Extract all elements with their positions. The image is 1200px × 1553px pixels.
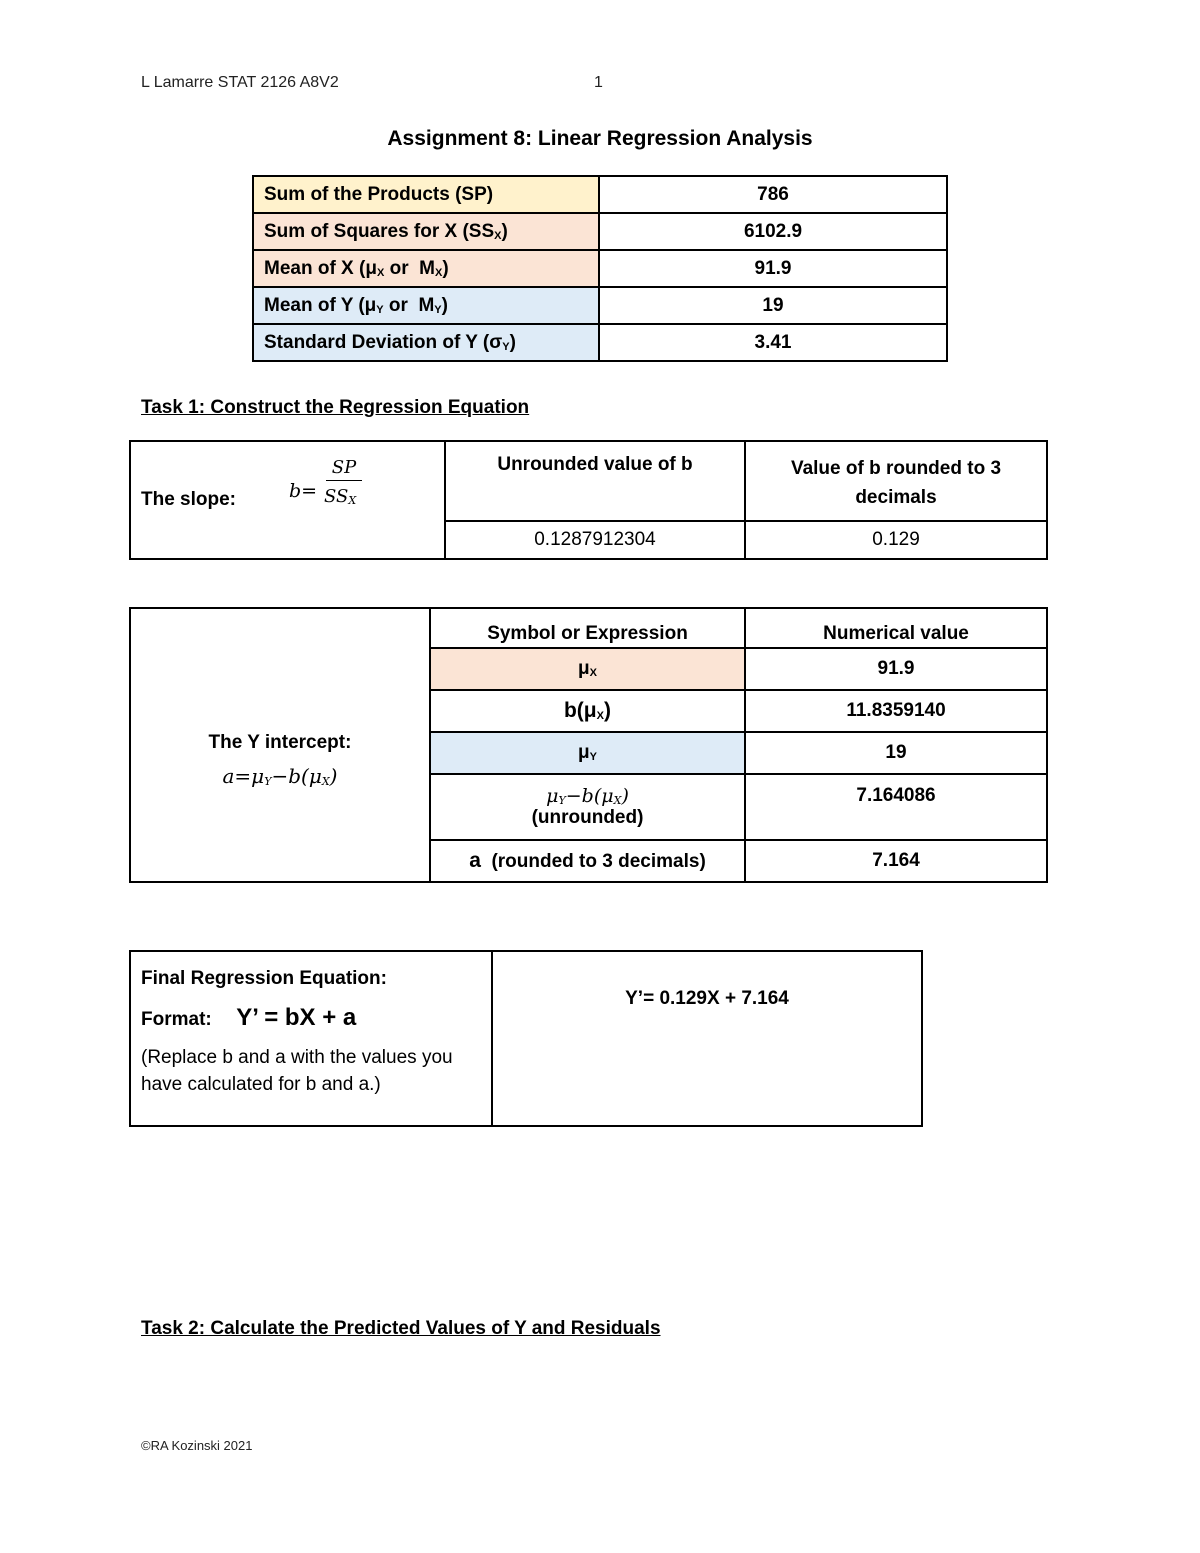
slope-formula-denominator xyxy=(324,486,356,507)
summary-value: 6102.9 xyxy=(599,213,947,250)
summary-value: 91.9 xyxy=(599,250,947,287)
intercept-formula: $a=\mu_Y-b(\mu_X)$ xyxy=(222,764,338,788)
symbol-sub: X xyxy=(589,667,597,679)
denominator-text: SS xyxy=(324,486,349,507)
final-heading: Final Regression Equation: xyxy=(141,968,387,989)
table-row xyxy=(130,441,1047,521)
col-header-rounded: Value of b rounded to 3 decimals xyxy=(745,441,1047,521)
col-header-numerical: Numerical value xyxy=(745,608,1047,648)
symbol-sub: Y xyxy=(589,751,597,763)
label-text: ) xyxy=(442,257,449,279)
label-text: Sum of the Products (SP) xyxy=(264,183,494,205)
symbol-sub: Y xyxy=(558,794,566,807)
symbol-sub: X xyxy=(613,794,622,807)
table-row xyxy=(253,213,947,250)
summary-value: 786 xyxy=(599,176,947,213)
label-text: or M xyxy=(384,257,435,279)
label-sub: Y xyxy=(434,303,442,316)
col-header-symbol: Symbol or Expression xyxy=(430,608,745,648)
unrounded-note: (unrounded) xyxy=(531,807,644,828)
label-text: Standard Deviation of Y (σ xyxy=(264,331,503,353)
intercept-label: The Y intercept: xyxy=(208,732,352,753)
format-label: Format: xyxy=(141,1009,212,1030)
table-row xyxy=(130,608,1047,648)
summary-table xyxy=(252,175,948,362)
summary-label xyxy=(253,287,599,324)
intercept-table xyxy=(129,607,1048,883)
summary-label xyxy=(253,324,599,361)
symbol-text: a xyxy=(469,849,481,872)
label-sub: Y xyxy=(502,340,510,353)
unrounded-b-value: 0.1287912304 xyxy=(445,521,745,559)
summary-label xyxy=(253,250,599,287)
symbol-text: ) xyxy=(604,699,611,722)
symbol-text: b(μ xyxy=(563,699,597,722)
value-mu-x: 91.9 xyxy=(745,648,1047,690)
symbol-mu-y xyxy=(430,732,745,774)
label-text: Sum of Squares for X (SS xyxy=(264,220,495,242)
label-sub: X xyxy=(376,266,385,279)
summary-value: 19 xyxy=(599,287,947,324)
symbol-a-unrounded xyxy=(430,774,745,840)
symbol-sub: X xyxy=(596,710,604,722)
rounded-b-value: 0.129 xyxy=(745,521,1047,559)
value-a-unrounded: 7.164086 xyxy=(745,774,1047,840)
format-equation: Y’ = bX + a xyxy=(236,1004,357,1031)
task1-heading: Task 1: Construct the Regression Equation xyxy=(141,397,530,418)
slope-table xyxy=(129,440,1048,560)
final-answer: Y’= 0.129X + 7.164 xyxy=(492,951,922,1126)
table-row xyxy=(130,951,922,1126)
label-sub: Y xyxy=(376,303,384,316)
symbol-mu-x xyxy=(430,648,745,690)
label-text: ) xyxy=(509,331,516,353)
slope-formula-lhs: b= xyxy=(289,480,318,502)
page-title: Assignment 8: Linear Regression Analysis xyxy=(387,127,813,150)
table-row xyxy=(253,287,947,324)
label-sub: X xyxy=(494,229,502,242)
symbol-text: ) xyxy=(621,785,629,807)
table-row xyxy=(253,324,947,361)
label-text: Mean of Y (μ xyxy=(264,294,377,316)
page-number: 1 xyxy=(594,74,603,91)
value-mu-y: 19 xyxy=(745,732,1047,774)
table-row xyxy=(253,250,947,287)
slope-label: The slope: xyxy=(141,489,237,510)
summary-label xyxy=(253,176,599,213)
label-text: or M xyxy=(383,294,435,316)
label-text: Mean of X (μ xyxy=(264,257,377,279)
formula-text: a=μ xyxy=(222,764,265,788)
label-text: ) xyxy=(441,294,448,316)
symbol-text: μ xyxy=(578,658,590,679)
slope-formula-numerator: SP xyxy=(326,456,362,481)
final-instruction: (Replace b and a with the values you have calculated for b and a.) xyxy=(141,1047,453,1095)
col-header-unrounded: Unrounded value of b xyxy=(445,441,745,521)
format-row xyxy=(141,1004,491,1032)
label-text: ) xyxy=(501,220,508,242)
final-left-cell xyxy=(130,951,492,1126)
expression-text xyxy=(431,785,744,807)
slope-cell xyxy=(130,441,445,559)
symbol-text: −b(μ xyxy=(565,785,614,807)
summary-value: 3.41 xyxy=(599,324,947,361)
table-row xyxy=(253,176,947,213)
label-sub: X xyxy=(434,266,443,279)
task2-heading: Task 2: Calculate the Predicted Values of Y and Residuals xyxy=(141,1318,661,1339)
symbol-text: μ xyxy=(546,785,559,807)
denominator-sub: X xyxy=(348,494,357,507)
value-a-rounded: 7.164 xyxy=(745,840,1047,882)
value-b-mu-x: 11.8359140 xyxy=(745,690,1047,732)
intercept-cell xyxy=(130,608,430,882)
symbol-text: μ xyxy=(578,742,590,763)
symbol-text: (rounded to 3 decimals) xyxy=(480,851,706,872)
symbol-b-mu-x xyxy=(430,690,745,732)
header-left: L Lamarre STAT 2126 A8V2 xyxy=(141,74,339,91)
symbol-a-rounded xyxy=(430,840,745,882)
final-equation-table xyxy=(129,950,923,1127)
summary-label xyxy=(253,213,599,250)
copyright: ©RA Kozinski 2021 xyxy=(141,1438,253,1453)
